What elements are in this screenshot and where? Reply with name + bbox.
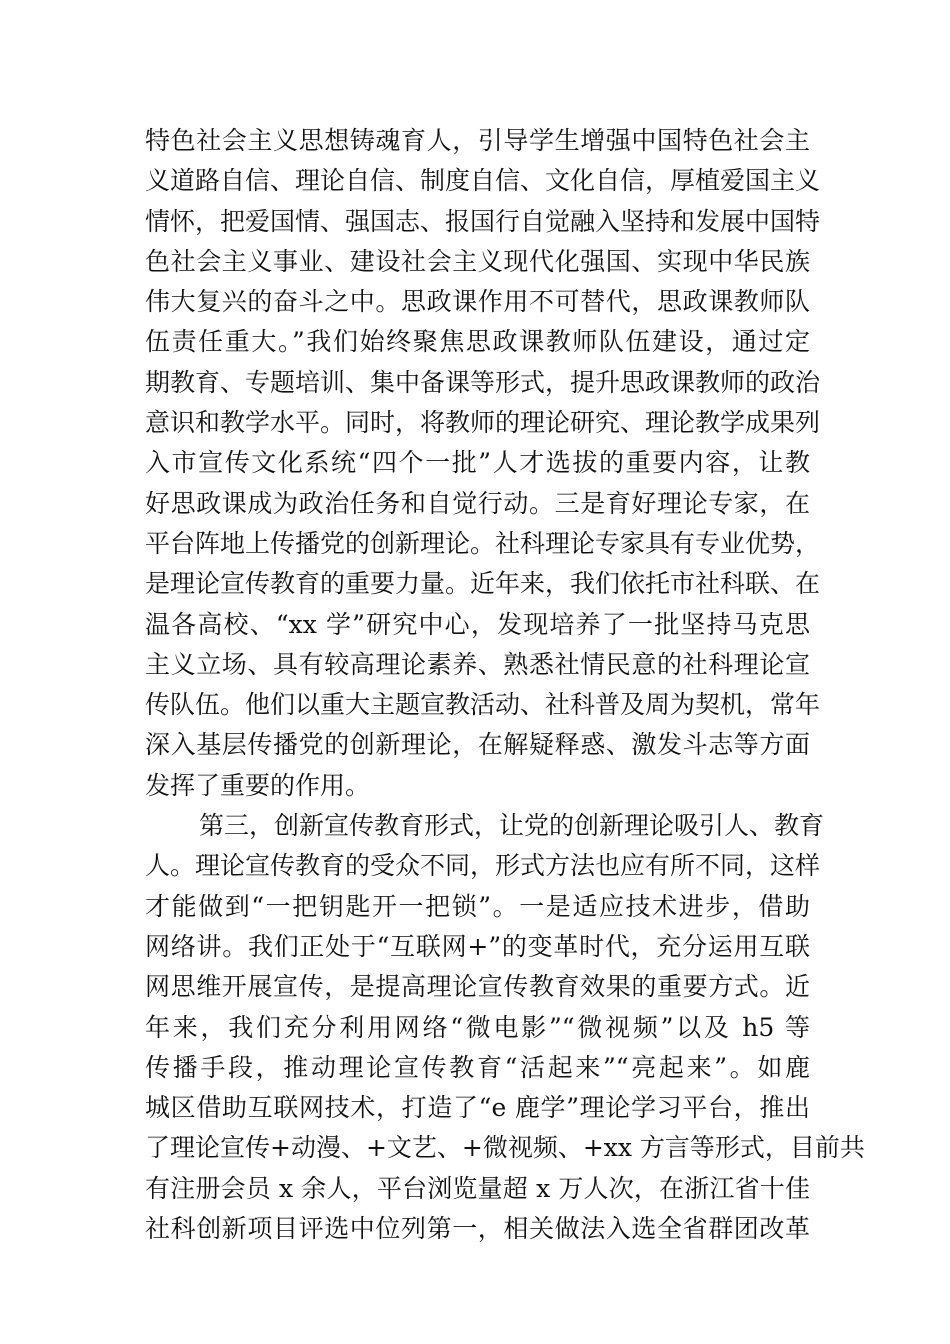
text-line: 伍责任重大。”我们始终聚焦思政课教师队伍建设，通过定	[145, 327, 810, 357]
text-line: 伟大复兴的奋斗之中。思政课作用不可替代，思政课教师队	[145, 287, 810, 317]
text-line: 有注册会员 x 余人，平台浏览量超 x 万人次，在浙江省十佳	[145, 1173, 810, 1203]
text-line: 色社会主义事业、建设社会主义现代化强国、实现中华民族	[145, 246, 810, 276]
text-line: 传播手段，推动理论宣传教育“活起来”“亮起来”。如鹿	[145, 1052, 811, 1082]
text-line: 年来，我们充分利用网络“微电影”“微视频”以及 h5 等	[145, 1012, 810, 1042]
text-line: 平台阵地上传播党的创新理论。社科理论专家具有专业优势，	[145, 528, 821, 558]
text-line: 情怀，把爱国情、强国志、报国行自觉融入坚持和发展中国特	[145, 206, 821, 236]
text-line: 温各高校、“xx 学”研究中心，发现培养了一批坚持马克思	[145, 609, 810, 639]
text-line: 义道路自信、理论自信、制度自信、文化自信，厚植爱国主义	[145, 166, 821, 196]
text-line: 特色社会主义思想铸魂育人，引导学生增强中国特色社会主	[145, 126, 810, 155]
body-text	[145, 121, 865, 1249]
text-line: 社科创新项目评选中位列第一，相关做法入选全省群团改革	[145, 1214, 810, 1244]
text-line: 传队伍。他们以重大主题宣教活动、社科普及周为契机，常年	[145, 690, 821, 720]
text-line: 意识和教学水平。同时，将教师的理论研究、理论教学成果列	[145, 408, 821, 438]
text-line: 城区借助互联网技术，打造了“e 鹿学”理论学习平台，推出	[145, 1093, 810, 1123]
text-line: 入市宣传文化系统“四个一批”人才选拔的重要内容，让教	[145, 448, 810, 478]
text-line: 才能做到“一把钥匙开一把锁”。一是适应技术进步，借助	[145, 891, 810, 921]
text-line: 网络讲。我们正处于“互联网+”的变革时代，充分运用互联	[145, 931, 810, 961]
text-line: 人。理论宣传教育的受众不同，形式方法也应有所不同，这样	[145, 851, 821, 881]
text-line: 网思维开展宣传，是提高理论宣传教育效果的重要方式。近	[145, 972, 810, 1002]
text-line: 期教育、专题培训、集中备课等形式，提升思政课教师的政治	[145, 367, 821, 397]
text-line: 好思政课成为政治任务和自觉行动。三是育好理论专家，在	[145, 488, 810, 518]
text-line: 发挥了重要的作用。	[145, 770, 371, 800]
text-line: 深入基层传播党的创新理论，在解疑释惑、激发斗志等方面	[145, 730, 810, 760]
text-line: 主义立场、具有较高理论素养、熟悉社情民意的社科理论宣	[145, 649, 810, 679]
text-line: 了理论宣传+动漫、+文艺、+微视频、+xx 方言等形式，目前共	[145, 1133, 865, 1163]
text-line: 是理论宣传教育的重要力量。近年来，我们依托市社科联、在	[145, 569, 821, 599]
paragraph-first-line: 第三，创新宣传教育形式，让党的创新理论吸引人、教育	[199, 811, 825, 841]
